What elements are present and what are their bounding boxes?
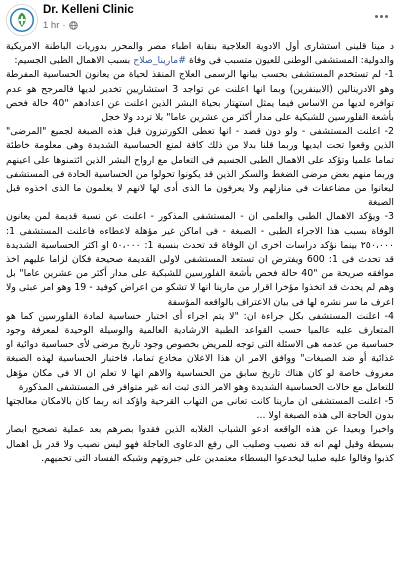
intro-text-2: بسبب الاهمال الطبى الجسيم:: [14, 55, 134, 67]
post-point-5: 5- اعلنت المستشفى ان مارينا كانت تعانى من التهاب القرحية واؤكد انه ربما كان بالامكان معالجتها بدون الحاجة الى هذه الصبغة اولا ...: [6, 396, 394, 422]
hashtag-link[interactable]: #مارينا_صلاح: [133, 55, 187, 67]
post-closing: واخيرا وبعيدا عن هذه الواقعه ادعو الشباب الغلابه الذين فقدوا بصرهم بعد عملية تصحيح ابصار بسيطة وقيل لهم انه قد نصيب وصليب الى رفع الدعاوى العاجلة فهو ليس نصيب ولا قدر بل اهمال كذبوا وقالوا عليه صليبا ليخدعوا البسطاء معتمدين على جبروتهم وشبكه الفساد التى تحميهم.: [6, 424, 394, 464]
post-point-2: 2- اعلنت المستشفى - ولو دون قصد - انها تعطى الكورتيزون قبل هذه الصبغة لجميع "المرضى" الذين وقعوا تحت ايديها وربما قلنا بدلا من ذلك كافة لمنع الحساسية الشديدة وهى معلومة خاطئة تماما علميا وتؤكد على الاهمال الطبى الجسيم فى التعامل مع ارواح البشر الذين ائتمنوها على اعينهم وربما منهم بعض مرضى الضغط والسكر الذين قد يكونوا تحولوا من الحساسية الحادة فى المستشفى ليعانوا من مضاعفات فى منازلهم ولا يعرفون ما الذى أدى لها لانهم لا يعلمون ما الذى اخذوه قبل الصبغة: [6, 126, 394, 209]
post-author-name[interactable]: Dr. Kelleni Clinic: [43, 4, 134, 16]
post-point-4: 4- اعلنت المستشفى بكل جراءة ان: "لا يتم اجراء أى اختبار حساسية لمادة الفلورسين كما هو المتعارف عليه عالميا حسب القواعد الطبية الارشادية العالمية والوسيلة الوحيدة لمعرفة وجود حساسية من عدمه هى الاسئلة التى توجه للمريض بخصوص وجود تاريخ مرضى لأى حساسية دوائية او غذائية أو ضد الصبغات" ووافق الامر ان هذا الاعلان مخادع تماما، فاختبار الحساسية لهذه الصبغة معروف خاصة لو كان هناك تاريخ سابق من الحساسية والاهم انها لا تعلم ان الا فى مكان مؤهل للتعامل مع حالات الحساسية الشديدة وهو الامر الذى ثبت انه غير متوافر فى المستشفى المذكورة: [6, 310, 394, 393]
more-options-button[interactable]: [370, 8, 392, 24]
clinic-logo-icon: [7, 5, 37, 35]
post-point-3: 3- ويؤكد الاهمال الطبى والعلمى ان - المستشفى المذكور - اعلنت عن نسبة قديمة لمن يعانون الوفاة بسبب هذا الاجراء الطبى - الصبغة - فى اماكن غير مؤهلة لاعطاءه فاعلنت المستشفى 1: ٢٥٠،٠٠٠ بينما نؤكد دراسات اخرى ان الوفاة قد تحدث بنسبة 1: ٥٠،٠٠٠ او اكثر الحساسية الشديدة قد تحدث فى 1: 600 ويفترض ان تستعد المستشفى لاولى القديمة صحيحة فكان لزاما عليهم اخذ موافقه صريحة من "40 حالة فحص بأشعة الفلورسين للشبكية على مدار أكثر من عشرين عاما" بل وهم لم يحدث قد اتخذوا مؤخرا اقرار من مارينا انها لا تشكو من اعراض كوفيد - 19 وهو امر عبثى ولا اعرف ما سر نشره لها فى بيان الاعتراف بالواقعه المؤسفة: [6, 211, 394, 308]
clinic-avatar[interactable]: [6, 4, 38, 36]
post-body: [6, 40, 394, 584]
intro-text-1: د مينا قلينى استشارى أول الادوية العلاجية بنقابة اطباء مصر والمحرر بدوريات الباطنة الامريكية والدولية: المستشفى الوطنى للعيون متسبب فى وفاة: [6, 41, 394, 67]
post-header: [0, 0, 400, 40]
more-options-icon: [375, 15, 378, 18]
post-time[interactable]: 1 hr: [43, 20, 60, 31]
post-meta: [43, 20, 78, 31]
meta-separator: ·: [62, 20, 66, 31]
post-intro: [6, 40, 394, 68]
post-point-1: 1- لم تستخدم المستشفى بحسب بيانها الرسمى العلاج المنقذ لحياة من يعانون الحساسية المفرطة وهو الادرينالين (الابينفرين) وبما انها اعلنت عن تواجد 3 استشاريين تخدير لديها فالمرجح هو عدم توافره لديها من الاساس فيما يمثل استهتار بحياة البشر الذين اعلنت عن اعدادهم "40 حالة فحص بأشعة الفلورسين للشبكية على مدار أكثر من عشرين عاما" بلا تردد ولا خجل: [6, 69, 394, 124]
globe-icon: [69, 21, 78, 30]
